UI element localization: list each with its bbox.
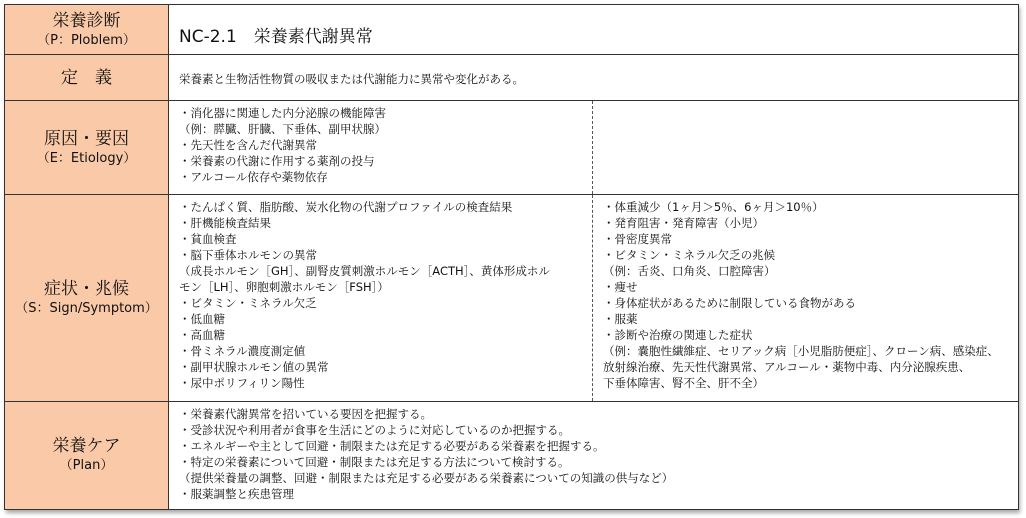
label-definition bbox=[5, 55, 169, 101]
plan-item: （提供栄養量の調整、回避・制限または充足する必要がある栄養素についての知識の供与など） bbox=[179, 470, 674, 485]
diagnosis-code: NC-2.1 栄養素代謝異常 bbox=[169, 5, 1019, 55]
symptom-right-list bbox=[593, 195, 1019, 401]
row-diagnosis bbox=[5, 5, 1019, 55]
symptom-item: ・肝機能検査結果 bbox=[179, 216, 271, 231]
symptom-item: ・貧血検査 bbox=[179, 232, 237, 247]
symptom-item: ・服薬 bbox=[603, 312, 638, 327]
symptom-left-list bbox=[169, 195, 593, 401]
etiology-item: ・先天性を含んだ代謝異常 bbox=[179, 138, 317, 153]
symptom-item: 下垂体障害、腎不全、肝不全） bbox=[603, 376, 764, 391]
label-plan-sub: （Plan） bbox=[59, 458, 114, 474]
plan-list bbox=[169, 401, 1019, 509]
label-diagnosis bbox=[5, 5, 169, 55]
symptom-item: ・ビタミン・ミネラル欠乏 bbox=[179, 296, 317, 311]
row-definition bbox=[5, 55, 1019, 101]
etiology-item: （例：膵臓、肝臓、下垂体、副甲状腺） bbox=[179, 122, 386, 137]
label-etiology-sub: （E：Etiology） bbox=[36, 150, 137, 166]
symptom-item: （例：舌炎、口角炎、口腔障害） bbox=[603, 264, 776, 279]
symptom-item: ・脳下垂体ホルモンの異常 bbox=[179, 248, 317, 263]
symptom-item: モン［LH］、卵胞刺激ホルモン［FSH］） bbox=[179, 280, 389, 295]
nutrition-diagnosis-sheet bbox=[4, 4, 1018, 510]
diagnosis-table bbox=[4, 4, 1019, 510]
label-diagnosis-sub: （P：Ploblem） bbox=[37, 32, 136, 48]
definition-text: 栄養素と生物活性物質の吸収または代謝能力に異常や変化がある。 bbox=[169, 55, 1019, 101]
label-etiology bbox=[5, 101, 169, 195]
etiology-item: ・アルコール依存や薬物依存 bbox=[179, 170, 328, 185]
etiology-item: ・栄養素の代謝に作用する薬剤の投与 bbox=[179, 154, 375, 169]
row-etiology bbox=[5, 101, 1019, 195]
label-plan-main: 栄養ケア bbox=[52, 436, 121, 457]
symptom-item: （成長ホルモン［GH］、副腎皮質刺激ホルモン［ACTH］、黄体形成ホル bbox=[179, 264, 550, 279]
plan-item: ・服薬調整と疾患管理 bbox=[179, 486, 294, 501]
row-symptom bbox=[5, 195, 1019, 401]
row-plan bbox=[5, 401, 1019, 509]
label-symptom-main: 症状・兆候 bbox=[44, 279, 129, 300]
symptom-item: ・体重減少（1ヶ月＞5％、6ヶ月＞10％） bbox=[603, 200, 824, 215]
symptom-item: ・たんぱく質、脂肪酸、炭水化物の代謝プロファイルの検査結果 bbox=[179, 200, 513, 215]
symptom-item: ・尿中ポリフィリン陽性 bbox=[179, 376, 305, 391]
etiology-item: ・消化器に関連した内分泌腺の機能障害 bbox=[179, 106, 386, 121]
symptom-item: ・低血糖 bbox=[179, 312, 225, 327]
label-definition-main: 定 義 bbox=[61, 67, 112, 88]
etiology-list bbox=[169, 101, 593, 195]
symptom-item: ・診断や治療の関連した症状 bbox=[603, 328, 753, 343]
symptom-item: ・ビタミン・ミネラル欠乏の兆候 bbox=[603, 248, 776, 263]
label-diagnosis-main: 栄養診断 bbox=[52, 10, 121, 31]
plan-item: ・受診状況や利用者が食事を生活にどのように対応しているのか把握する。 bbox=[179, 422, 570, 437]
symptom-item: （例：嚢胞性繊維症、セリアック病［小児脂肪便症］、クローン病、感染症、 bbox=[603, 344, 999, 359]
symptom-item: ・骨密度異常 bbox=[603, 232, 672, 247]
label-plan bbox=[5, 401, 169, 509]
symptom-item: ・痩せ bbox=[603, 280, 638, 295]
symptom-item: ・高血糖 bbox=[179, 328, 225, 343]
symptom-item: ・副甲状腺ホルモン値の異常 bbox=[179, 360, 329, 375]
symptom-item: ・身体症状があるために制限している食物がある bbox=[603, 296, 856, 311]
plan-item: ・特定の栄養素について回避・制限または充足する方法について検討する。 bbox=[179, 454, 570, 469]
label-etiology-main: 原因・要因 bbox=[44, 128, 129, 149]
symptom-item: 放射線治療、先天性代謝異常、アルコール・薬物中毒、内分泌腺疾患、 bbox=[603, 360, 971, 375]
plan-item: ・エネルギーや主として回避・制限または充足する必要がある栄養素を把握する。 bbox=[179, 438, 605, 453]
plan-item: ・栄養素代謝異常を招いている要因を把握する。 bbox=[179, 406, 432, 421]
symptom-item: ・発育阻害・発育障害（小児） bbox=[603, 216, 764, 231]
etiology-right-empty bbox=[593, 101, 1019, 195]
label-symptom bbox=[5, 195, 169, 401]
symptom-item: ・骨ミネラル濃度測定値 bbox=[179, 344, 306, 359]
label-symptom-sub: （S：Sign/Symptom） bbox=[15, 301, 158, 317]
